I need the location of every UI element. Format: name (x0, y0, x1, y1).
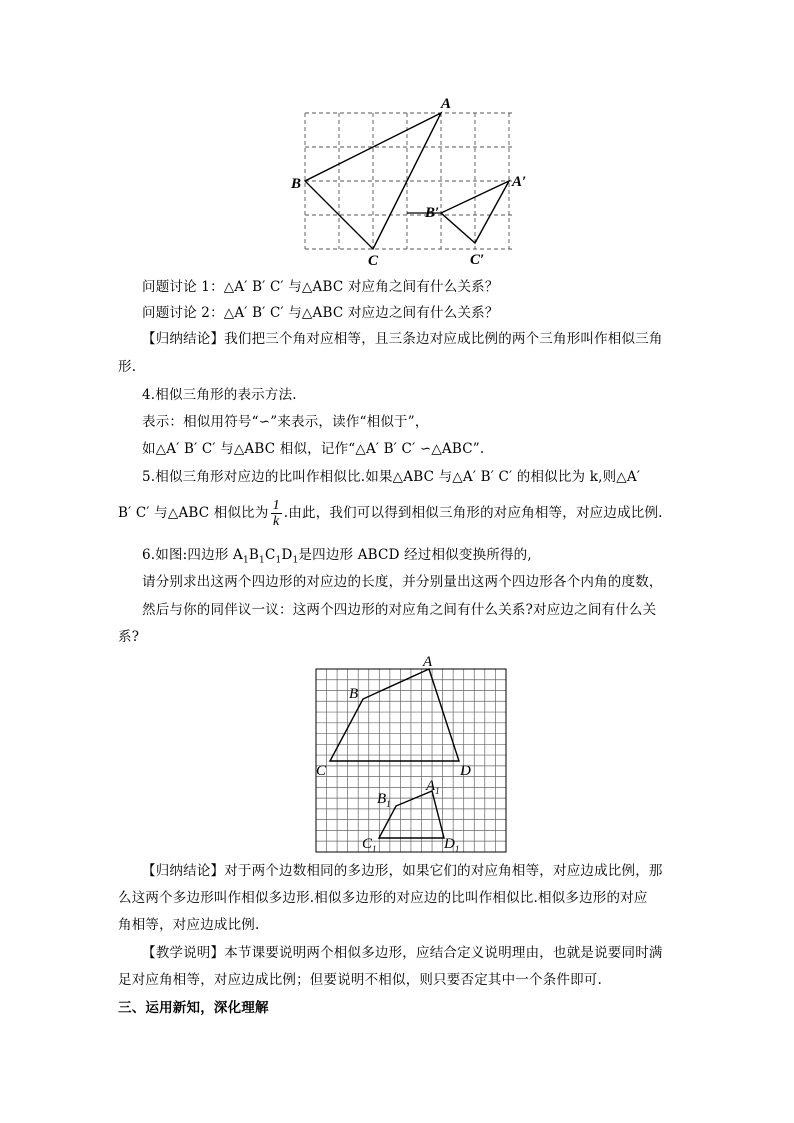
item-6-pre: 6.如图:四边形 A (142, 547, 243, 563)
fraction-one-over-k (271, 498, 282, 529)
item-6-line-1 (142, 546, 532, 570)
item-5-line-1: 5.相似三角形对应边的比叫作相似比.如果△ABC 与△A′ B′ C′ 的相似比为 k,则△A′ (142, 469, 641, 485)
label-b1: $B_1$ (377, 791, 391, 809)
question-2: 问题讨论 2：△A′ B′ C′ 与△ABC 对应边之间有什么关系？ (142, 305, 499, 321)
item-5-line-2-post: .由此，我们可以得到相似三角形的对应角相等，对应边成比例. (283, 505, 663, 521)
item-4-title: 4.相似三角形的表示方法. (142, 387, 297, 403)
item-4-notation: 表示：相似用符号“∽”来表示，读作“相似于”， (142, 414, 429, 430)
teaching-note-line-2: 足对应角相等，对应边成比例；但要说明不相似，则只要否定其中一个条件即可. (118, 972, 602, 988)
sub-1: 1 (292, 555, 299, 566)
item-6-line-2: 请分别求出这两个四边形的对应边的长度，并分别量出这两个四边形各个内角的度数， (142, 574, 663, 590)
label-d: D (460, 763, 471, 779)
label-c: C (316, 763, 327, 779)
conclusion-2-line-2: 么这两个多边形叫作相似多边形.相似多边形的对应边的比叫作相似比.相似多边形的对应 (118, 890, 648, 906)
fraction-denominator: k (272, 514, 280, 529)
label-b: B (291, 176, 302, 192)
question-1: 问题讨论 1：△A′ B′ C′ 与△ABC 对应角之间有什么关系？ (142, 279, 499, 295)
letter-b: B (248, 547, 260, 563)
figure-similar-triangles (285, 95, 545, 265)
label-a: A (423, 654, 433, 670)
label-c-prime: C′ (470, 252, 485, 265)
teaching-note-line-1: 【教学说明】本节课要说明两个相似多边形，应结合定义说明理由，也就是说要同时满 (142, 945, 663, 961)
sub-1: 1 (242, 555, 249, 566)
conclusion-1-line-2: 形. (118, 359, 137, 375)
fraction-numerator: 1 (272, 498, 280, 513)
conclusion-2-line-1: 【归纳结论】对于两个边数相同的多边形，如果它们的对应角相等，对应边成比例，那 (142, 863, 663, 879)
label-a: A (441, 96, 452, 112)
item-6-line-3: 然后与你的同伴议一议：这两个四边形的对应角之间有什么关系?对应边之间有什么关 (142, 602, 657, 618)
label-b: B (349, 686, 359, 702)
label-a-prime: A′ (512, 174, 527, 190)
conclusion-1-line-1: 【归纳结论】我们把三个角对应相等，且三条边对应成比例的两个三角形叫作相似三角 (142, 331, 663, 347)
item-5-line-2-pre: B′ C′ 与△ABC 相似比为 (118, 505, 269, 521)
letter-d: D (281, 547, 293, 563)
item-5-line-2 (118, 495, 663, 531)
item-6-post: 是四边形 ABCD 经过相似变换所得的, (298, 547, 532, 563)
conclusion-2-line-3: 角相等，对应边成比例. (118, 917, 260, 933)
sub-1: 1 (259, 555, 265, 566)
quadrilateral-abcd (330, 669, 459, 761)
item-6-line-4: 系? (118, 629, 140, 645)
item-4-example: 如△A′ B′ C′ 与△ABC 相似，记作“△A′ B′ C′ ∽△ABC”. (142, 441, 485, 457)
label-d1: $D_1$ (444, 836, 460, 854)
label-c1: $C_1$ (362, 836, 377, 854)
figure-similar-quadrilaterals (310, 650, 515, 855)
sub-1: 1 (275, 555, 282, 566)
dashed-grid (305, 113, 512, 249)
letter-c: C (264, 547, 276, 563)
label-c: C (368, 253, 379, 265)
section-3-heading: 三、运用新知，深化理解 (118, 1000, 269, 1016)
label-b-prime: B′ (425, 205, 440, 221)
label-a1: $A_1$ (426, 778, 440, 796)
